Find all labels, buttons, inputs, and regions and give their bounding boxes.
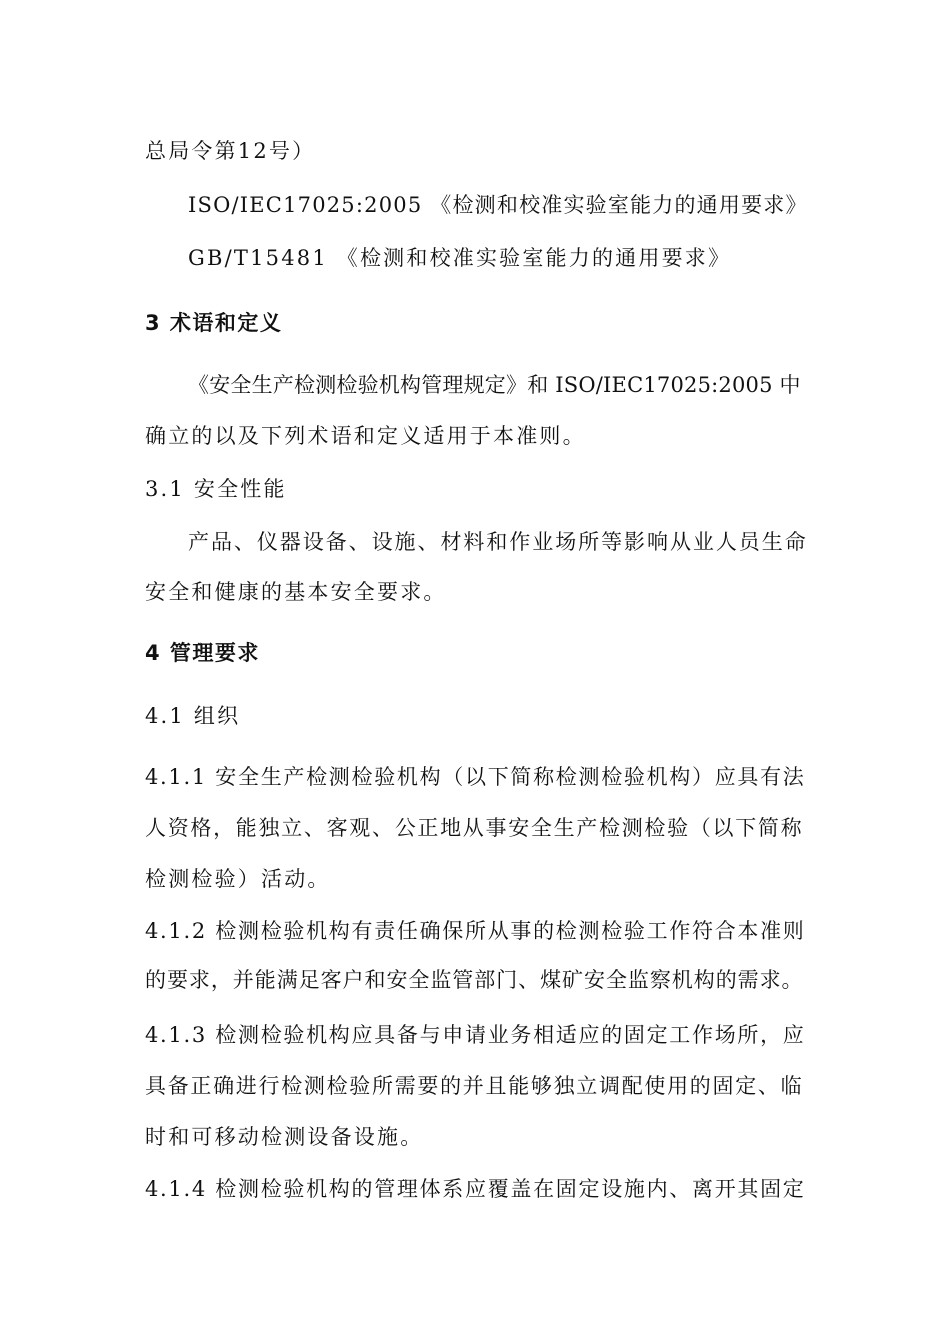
subsection-heading-safety-performance: 3.1 安全性能 bbox=[145, 477, 287, 501]
text-line-4-1-4-a: 4.1.4 检测检验机构的管理体系应覆盖在固定设施内、离开其固定 bbox=[145, 1177, 806, 1201]
text-line-order-ref: 总局令第12号） bbox=[145, 139, 316, 163]
text-line-4-1-1-b: 人资格，能独立、客观、公正地从事安全生产检测检验（以下简称 bbox=[145, 816, 804, 840]
text-line-safety-def-1: 产品、仪器设备、设施、材料和作业场所等影响从业人员生命 bbox=[188, 530, 808, 554]
text-line-safety-def-2: 安全和健康的基本安全要求。 bbox=[145, 580, 447, 604]
text-line-4-1-3-a: 4.1.3 检测检验机构应具备与申请业务相适应的固定工作场所，应 bbox=[145, 1023, 806, 1047]
text-line-gb-reference: GB/T15481 《检测和校准实验室能力的通用要求》 bbox=[188, 246, 732, 270]
text-line-terms-para-2: 确立的以及下列术语和定义适用于本准则。 bbox=[145, 424, 586, 448]
text-line-iso-reference: ISO/IEC17025:2005 《检测和校准实验室能力的通用要求》 bbox=[188, 193, 808, 217]
text-line-4-1-2-a: 4.1.2 检测检验机构有责任确保所从事的检测检验工作符合本准则 bbox=[145, 919, 806, 943]
section-heading-terms: 3 术语和定义 bbox=[145, 311, 283, 335]
text-line-4-1-3-c: 时和可移动检测设备设施。 bbox=[145, 1125, 424, 1149]
text-line-4-1-1-c: 检测检验）活动。 bbox=[145, 867, 331, 891]
text-line-terms-para-1: 《安全生产检测检验机构管理规定》和 ISO/IEC17025:2005 中 bbox=[188, 373, 801, 397]
text-line-4-1-2-b: 的要求，并能满足客户和安全监管部门、煤矿安全监察机构的需求。 bbox=[145, 968, 804, 992]
text-line-4-1-1-a: 4.1.1 安全生产检测检验机构（以下简称检测检验机构）应具有法 bbox=[145, 765, 806, 789]
text-line-4-1-3-b: 具备正确进行检测检验所需要的并且能够独立调配使用的固定、临 bbox=[145, 1074, 804, 1098]
section-heading-management: 4 管理要求 bbox=[145, 641, 260, 665]
subsection-heading-organization: 4.1 组织 bbox=[145, 704, 241, 728]
